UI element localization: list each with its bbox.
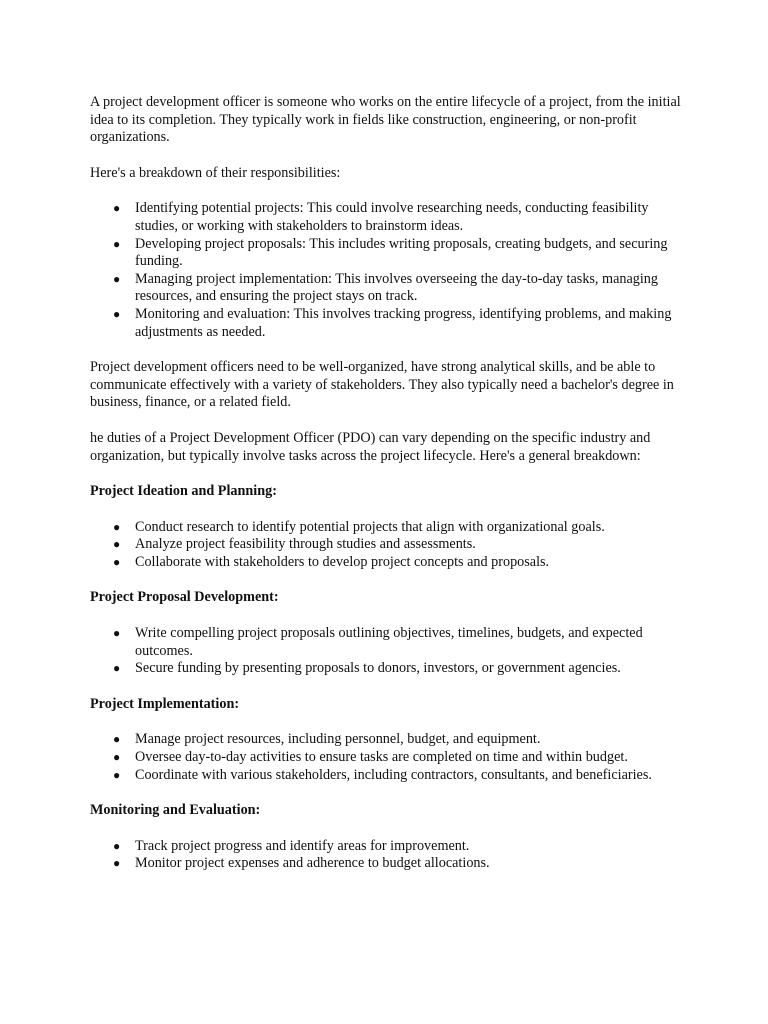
responsibilities-list [90, 200, 682, 341]
list-item: ● Analyze project feasibility through studies and assessments. [113, 536, 476, 553]
intro-paragraph: A project development officer is someone who works on the entire lifecycle of a project, from the initial idea to its completion. They typically work in fields like construction, engineering, or non-profit organizations. [90, 94, 681, 146]
bullet-icon: ● [113, 856, 121, 871]
bullet-icon: ● [113, 838, 121, 853]
ideation-list [90, 519, 682, 572]
bullet-icon: ● [113, 554, 121, 569]
bullet-icon: ● [113, 236, 121, 251]
list-item: ● Oversee day-to-day activities to ensure tasks are completed on time and within budget. [113, 749, 628, 766]
proposal-list [90, 625, 682, 678]
list-item: ● Managing project implementation: This involves overseeing the day-to-day tasks, managing resources, and ensuring the project stays on track. [113, 270, 658, 305]
list-item: ● Identifying potential projects: This could involve researching needs, conducting feasibility studies, or working with stakeholders to brainstorm ideas. [113, 200, 649, 234]
bullet-icon: ● [113, 537, 121, 552]
section-heading: Project Ideation and Planning: [90, 483, 277, 500]
section-heading: Project Implementation: [90, 695, 240, 712]
list-item: ● Manage project resources, including personnel, budget, and equipment. [113, 731, 541, 748]
bullet-icon: ● [113, 519, 121, 534]
list-item: ● Conduct research to identify potential projects that align with organizational goals. [113, 518, 605, 535]
list-item: ● Secure funding by presenting proposals to donors, investors, or government agencies. [113, 660, 621, 677]
list-item: ● Monitoring and evaluation: This involves tracking progress, identifying problems, and making adjustments as needed. [113, 305, 672, 340]
bullet-icon: ● [113, 271, 121, 286]
list-item: ● Collaborate with stakeholders to develop project concepts and proposals. [113, 553, 550, 570]
list-item: ● Coordinate with various stakeholders, including contractors, consultants, and beneficiaries. [113, 766, 652, 783]
duties-paragraph: he duties of a Project Development Officer (PDO) can vary depending on the specific industry and organization, but typically involve tasks across the project lifecycle. Here's a general breakdown: [90, 429, 651, 464]
monitoring-list [90, 838, 682, 873]
bullet-icon: ● [113, 750, 121, 765]
bullet-icon: ● [113, 201, 121, 216]
bullet-icon: ● [113, 661, 121, 676]
bullet-icon: ● [113, 767, 121, 782]
implementation-list [90, 731, 682, 784]
document-page [90, 94, 682, 891]
list-item: ● Monitor project expenses and adherence to budget allocations. [113, 855, 490, 872]
skills-paragraph: Project development officers need to be well-organized, have strong analytical skills, and be able to communicate effectively with a variety of stakeholders. They also typically need a bachelor's degree in business, finance, or a related field. [90, 359, 674, 411]
breakdown-lead: Here's a breakdown of their responsibilities: [90, 164, 341, 181]
bullet-icon: ● [113, 626, 121, 641]
list-item: ● Write compelling project proposals outlining objectives, timelines, budgets, and expected outcomes. [113, 625, 643, 659]
section-heading: Monitoring and Evaluation: [90, 802, 261, 819]
list-item: ● Developing project proposals: This includes writing proposals, creating budgets, and securing funding. [113, 235, 668, 270]
bullet-icon: ● [113, 732, 121, 747]
list-item: ● Track project progress and identify areas for improvement. [113, 837, 470, 854]
section-heading: Project Proposal Development: [90, 589, 279, 606]
bullet-icon: ● [113, 306, 121, 321]
